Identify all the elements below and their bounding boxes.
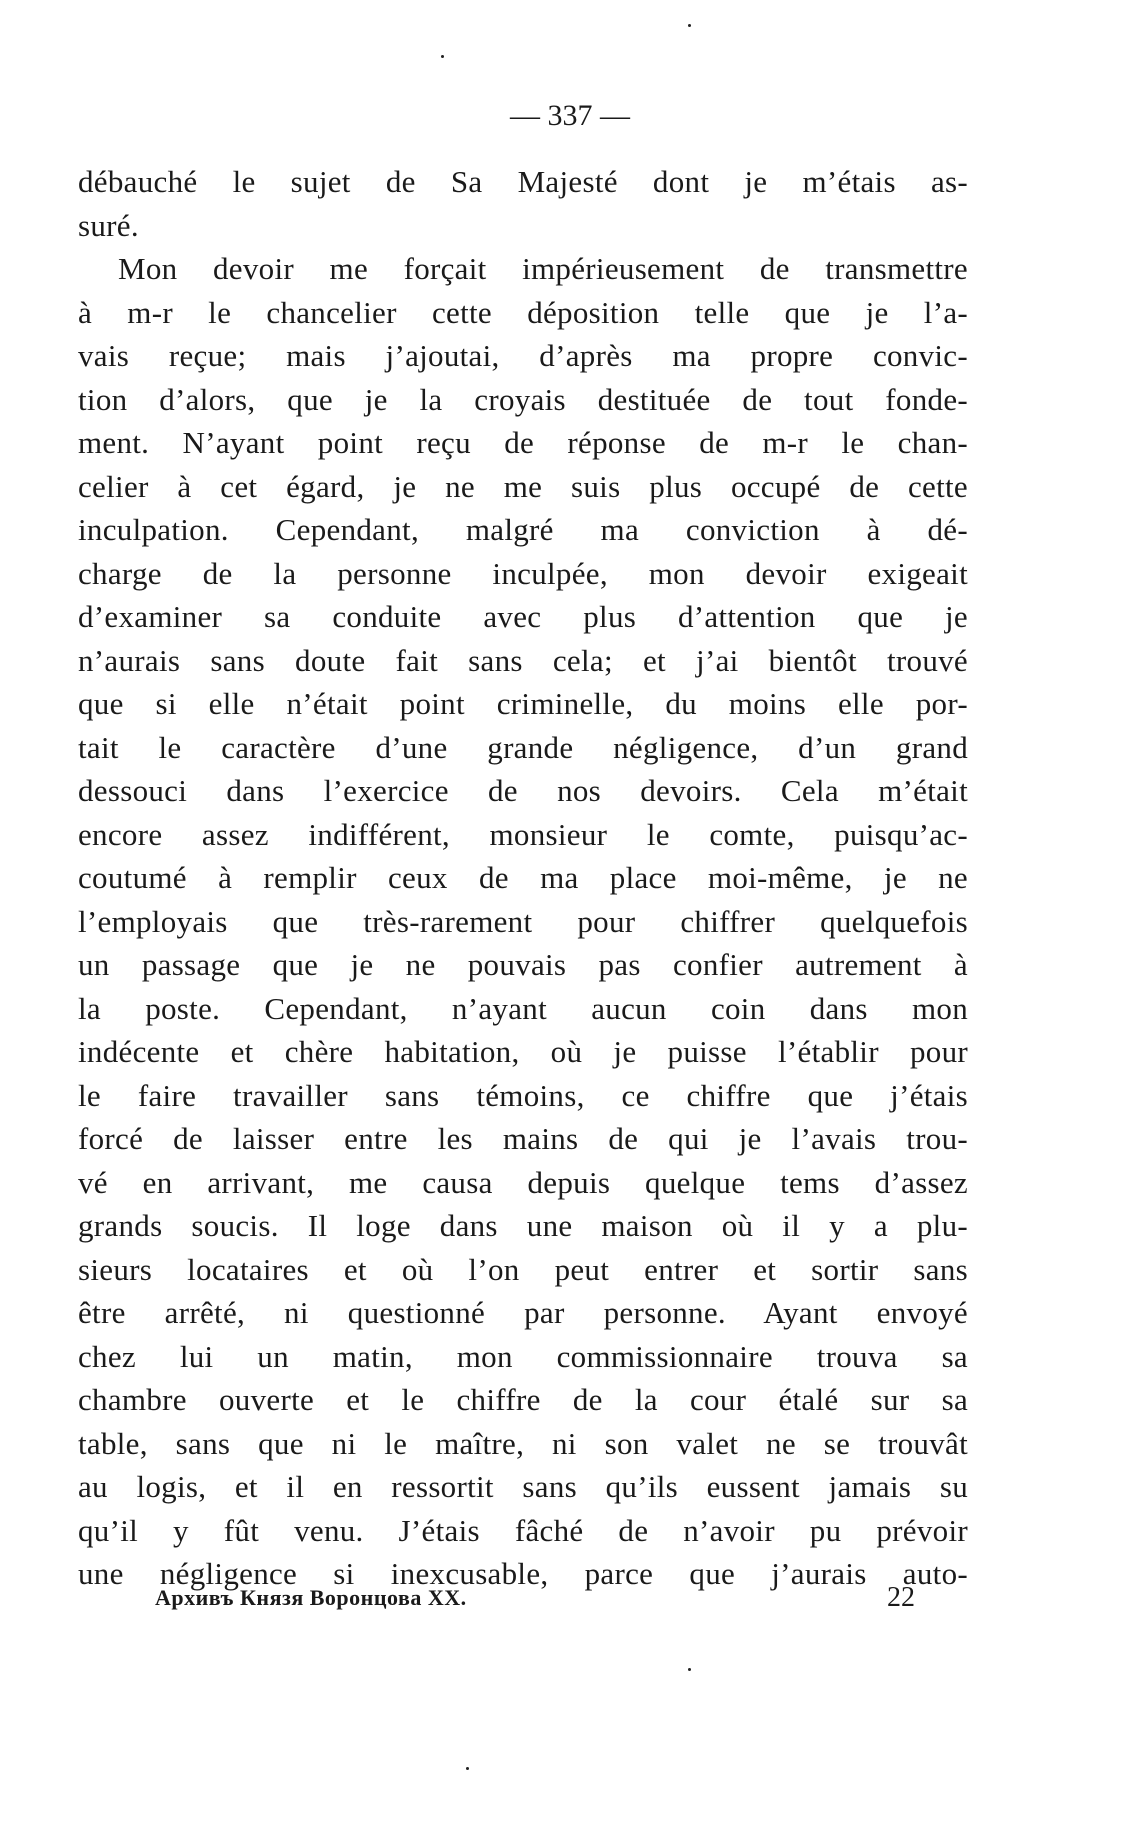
text-line: un passage que je ne pouvais pas confier autrement à: [78, 947, 968, 982]
text-line: sieurs locataires et où l’on peut entrer et sortir sans: [78, 1251, 968, 1287]
text-line: chambre ouverte et le chiffre de la cour étalé sur sa: [78, 1382, 968, 1417]
text-line: débauché le sujet de Sa Majesté dont je m’étais as-: [78, 164, 968, 199]
print-speck: [466, 1767, 469, 1770]
text-line: grands soucis. Il loge dans une maison où il y a plu-: [78, 1208, 968, 1243]
text-line: inculpation. Cependant, malgré ma conviction à dé-: [78, 512, 968, 547]
page-footer: [155, 1580, 915, 1620]
text-line: encore assez indifférent, monsieur le comte, puisqu’ac-: [78, 816, 968, 852]
text-line: d’examiner sa conduite avec plus d’attention que je: [78, 599, 968, 634]
text-line: tait le caractère d’une grande négligence, d’un grand: [78, 729, 968, 765]
text-line: vais reçue; mais j’ajoutai, d’après ma propre convic-: [78, 338, 968, 373]
text-line: le faire travailler sans témoins, ce chiffre que j’étais: [78, 1077, 968, 1113]
text-line: table, sans que ni le maître, ni son valet ne se trouvât: [78, 1425, 968, 1461]
text-line: coutumé à remplir ceux de ma place moi-même, je ne: [78, 860, 968, 895]
text-line: ment. N’ayant point reçu de réponse de m-r le chan-: [78, 425, 968, 460]
text-line: qu’il y fût venu. J’étais fâché de n’avoir pu prévoir: [78, 1512, 968, 1548]
text-line: n’aurais sans doute fait sans cela; et j’ai bientôt trouvé: [78, 642, 968, 678]
page-number: — 337 —: [510, 99, 630, 132]
text-line: indécente et chère habitation, où je puisse l’établir pour: [78, 1034, 968, 1069]
printer-signature: Архивъ Князя Воронцова XX.: [155, 1585, 467, 1610]
text-line: suré.: [78, 207, 139, 243]
text-line: forcé de laisser entre les mains de qui je l’avais trou-: [78, 1121, 968, 1156]
text-line: charge de la personne inculpée, mon devoir exigeait: [78, 555, 968, 591]
text-line: à m-r le chancelier cette déposition telle que je l’a-: [78, 294, 968, 330]
body-text: [78, 160, 968, 1596]
text-line: l’employais que très-rarement pour chiffrer quelquefois: [78, 903, 968, 939]
sheet-number: 22: [887, 1582, 915, 1613]
text-line: être arrêté, ni questionné par personne. Ayant envoyé: [78, 1295, 968, 1330]
text-line: au logis, et il en ressortit sans qu’ils eussent jamais su: [78, 1469, 968, 1504]
text-line: vé en arrivant, me causa depuis quelque tems d’assez: [78, 1164, 968, 1200]
text-line: celier à cet égard, je ne me suis plus occupé de cette: [78, 468, 968, 504]
print-speck: [688, 24, 691, 27]
text-line: tion d’alors, que je la croyais destituée de tout fonde-: [78, 381, 968, 417]
print-speck: [441, 55, 444, 58]
text-line: la poste. Cependant, n’ayant aucun coin dans mon: [78, 990, 968, 1026]
text-line: une négligence si inexcusable, parce que j’aurais auto-: [78, 1556, 968, 1591]
text-line: que si elle n’était point criminelle, du moins elle por-: [78, 686, 968, 721]
text-line: chez lui un matin, mon commissionnaire trouva sa: [78, 1338, 968, 1374]
print-speck: [688, 1668, 691, 1671]
text-line: dessouci dans l’exercice de nos devoirs. Cela m’était: [78, 773, 968, 808]
text-line: Mon devoir me forçait impérieusement de transmettre: [118, 251, 968, 286]
